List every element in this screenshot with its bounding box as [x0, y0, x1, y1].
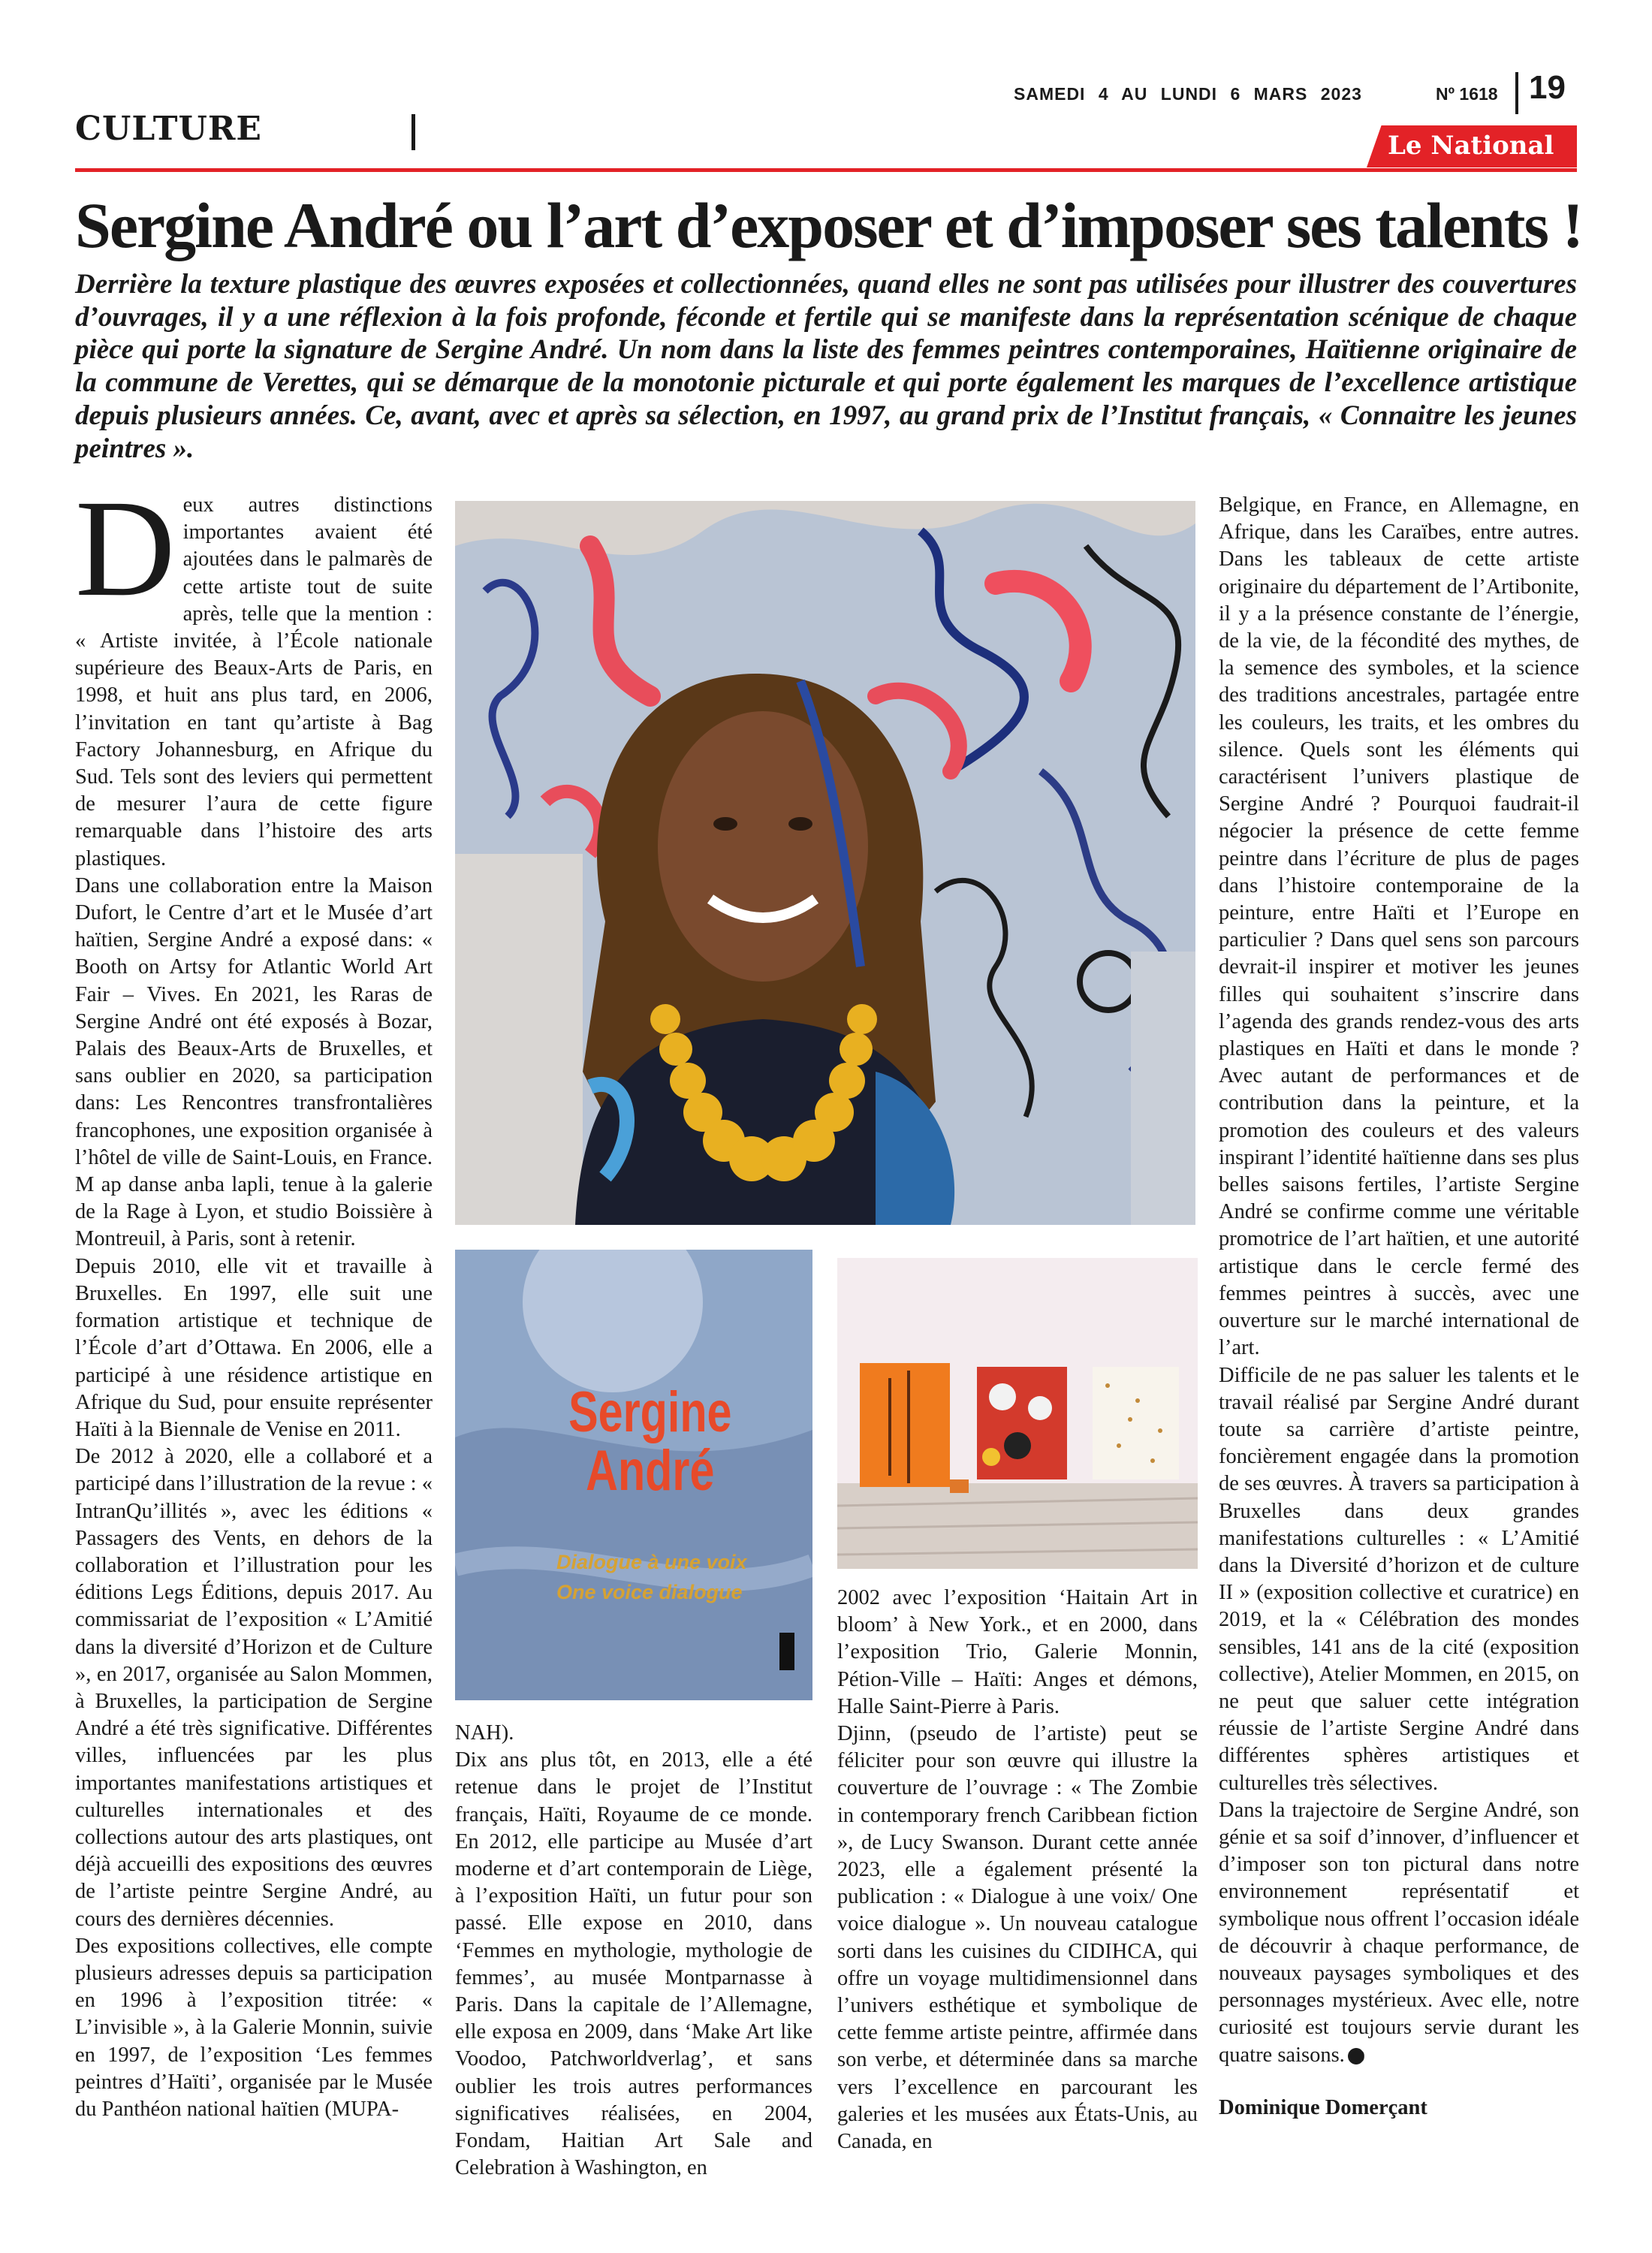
lead-paragraph: Derrière la texture plastique des œuvres exposées et collectionnées, quand elles ne sont pas utilisées pour illustrer des couvertures d’ouvrages, il y a une réflexion à la fois profonde, féconde et fertile qui se manifeste dans la représentation scénique de chaque pièce qui porte la signature de Sergine André. Un nom dans la liste des femmes peintres contemporaines, Haïtienne originaire de la commune de Verettes, qui se démarque de la monotonie picturale et qui porte également les marques de l’excellence artistique depuis plusieurs années. Ce, avant, avec et après sa sélection, en 1997, au grand prix de l’Institut français, « Connaitre les jeunes peintres ». [75, 269, 1577, 464]
artist-portrait-photo [455, 501, 1195, 1225]
dateline: SAMEDI 4 AU LUNDI 6 MARS 2023 [1014, 84, 1362, 104]
book-subtitle-line: One voice dialogue [556, 1581, 743, 1603]
article-column-3 [837, 1585, 1198, 2155]
publisher-logo-icon [779, 1633, 794, 1670]
paragraph-text: eux autres distinctions importantes avaient été ajoutées dans le palmarès de cette artiste tout de suite après, telle que la mention : « Artiste invitée, à l’École nationale supérieure des Beaux-Arts de Paris, en 1998, et huit ans plus tard, en 2006, l’invitation en tant qu’artiste à Bag Factory Johannesburg, en Afrique du Sud. Tels sont des leviers qui permettent de mesurer l’aura de cette figure remarquable dans l’histoire des arts plastiques. [75, 493, 433, 870]
book-title-line: Sergine [568, 1380, 732, 1444]
paragraph [1219, 1797, 1579, 2069]
book-subtitle-line: Dialogue à une voix [556, 1551, 747, 1573]
gallery-exhibition-photo [837, 1258, 1198, 1569]
paragraph: Des expositions collectives, elle compte plusieurs adresses depuis sa participation en 1996 à l’exposition titrée: « L’invisible », à la Galerie Monnin, suivie en 1997, de l’exposition ‘Les femmes peintres d’Haïti’, organisée par le Musée du Panthéon national haïtien (MUPA- [75, 1934, 433, 2121]
paragraph-text: Dans la trajectoire de Sergine André, son génie et sa soif d’innover, d’influencer et d’imposer son ton pictural dans notre environnement représentatif et symbolique nous offrent l’occasion idéale de découvrir à chaque performance, de nouveaux paysages symboliques et des personnages mystérieux. Avec elle, notre curiosité est toujours servie durant les quatre saisons. [1219, 1798, 1579, 2067]
book-cover-photo [455, 1250, 812, 1700]
paragraph: De 2012 à 2020, elle a collaboré et a participé dans l’illustration de la revue : « IntranQu’illités », avec les éditions « Passagers des Vents, en dehors de la collaboration et l’illustration pour les éditions Legs Éditions, depuis 2017. Au commissariat de l’exposition « L’Amitié dans la diversité d’Horizon et de Culture », en 2017, organisée au Salon Mommen, à Bruxelles, la participation de Sergine André a été très significative. Différentes villes, influencées par les plus importantes manifestations artistiques et culturelles internationales et des collections autour des arts plastiques, ont déjà accueilli des expositions des œuvres de l’artiste peintre Sergine André, au cours des dernières décennies. [75, 1445, 433, 1931]
headline: Sergine André ou l’art d’exposer et d’imposer ses talents ! [75, 189, 1583, 261]
paragraph: Depuis 2010, elle vit et travaille à Bruxelles. En 1997, elle suit une formation artistique et technique de l’École d’art d’Ottawa. En 2006, elle a participé à une résidence artistique en Afrique du Sud, pour ensuite représenter Haïti à la Biennale de Venise en 2011. [75, 1254, 433, 1441]
paragraph: Dans une collaboration entre la Maison Dufort, le Centre d’art et le Musée d’art haïtien, Sergine André a exposé dans: « Booth on Artsy for Atlantic World Art Fair – Vives. En 2021, les Raras de Sergine André ont été exposés à Bozar, Palais des Beaux-Arts de Bruxelles, et sans oublier en 2020, sa participation dans: Les Rencontres transfrontalières francophones, une exposition organisée à l’hôtel de ville de Saint-Louis, en France. M ap danse anba lapli, tenue à la galerie de la Rage à Lyon, et studio Boissière à Montreuil, à Paris, sont à retenir. [75, 873, 433, 1251]
section-label: CULTURE [75, 110, 262, 148]
paragraph: Belgique, en France, en Allemagne, en Afrique, dans les Caraïbes, entre autres. Dans les tableaux de cette artiste originaire du département de l’Artibonite, il y a la présence constante de l’énergie, de la vie, de la fécondité des mythes, de la semence des symboles, et la science des traditions ancestrales, partagée entre les couleurs, les traits, et les ombres du silence. Quels sont les éléments qui caractérisent l’univers plastique de Sergine André ? Pourquoi faudrait-il négocier la présence de cette femme peintre dans l’écriture de plus de pages dans l’histoire contemporaine de la peinture, entre Haïti et l’Europe en particulier ? Dans quel sens son parcours devrait-il inspirer et motiver les jeunes filles qui souhaitent s’inscrire dans l’agenda des grands rendez-vous des arts plastiques en Haïti et dans le monde ? Avec autant de performances et de contribution dans la peinture, et la promotion des couleurs et des valeurs inspirant l’identité haïtienne dans ses plus belles saisons fertiles, l’artiste Sergine André se confirme comme une véritable promotrice de l’art haïtien, et une autorité artistique dans le cercle fermé des femmes peintres à succès, avec une ouverture sur le marché international de l’art. [1219, 493, 1579, 1360]
issue-number: Nº 1618 [1436, 84, 1498, 104]
section-divider [411, 114, 415, 150]
article-column-4 [1219, 492, 1579, 2122]
article-column-2 [455, 1720, 812, 2182]
paragraph: Djinn, (pseudo de l’artiste) peut se féliciter pour son œuvre qui illustre la couverture de l’ouvrage : « The Zombie in contemporary french Caribbean fiction », de Lucy Swanson. Durant cette année 2023, elle a également présenté la publication : « Dialogue à une voix/ One voice dialogue ». Un nouveau catalogue sorti dans les cuisines du CIDIHCA, qui offre un voyage multidimensionnel dans l’univers esthétique et symbolique de cette femme artiste peintre, affirmée dans son verbe, et déterminée dans sa marche vers l’excellence en parcourant les galeries et les musées aux États-Unis, au Canada, en [837, 1722, 1198, 2154]
page-number-divider [1515, 72, 1518, 114]
header-rule [75, 168, 1577, 172]
end-mark-icon [1348, 2048, 1364, 2064]
paragraph: 2002 avec l’exposition ‘Haitain Art in bloom’ à New York., et en 2000, dans l’exposition Trio, Galerie Monnin, Pétion-Ville – Haïti: Anges et démons, Halle Saint-Pierre à Paris. [837, 1586, 1198, 1718]
article-column-1 [75, 472, 433, 2234]
brand-name: Le National [1388, 131, 1554, 161]
paragraph: Difficile de ne pas saluer les talents et le travail réalisé par Sergine André durant toute sa carrière d’artiste peintre, foncièrement engagée dans la promotion de ses œuvres. À travers sa participation à Bruxelles dans deux grandes manifestations culturelles : « L’Amitié dans la Diversité d’horizon et de culture II » (exposition collective et curatrice) en 2019, et la « Célébration des mondes sensibles, 141 ans de la cité (exposition collective), Atelier Mommen, en 2015, on ne peut que saluer cette intégration réussie de l’artiste Sergine André dans différentes sphères artistiques et culturelles très sélectives. [1219, 1363, 1579, 1795]
author-signature: Dominique Domerçant [1219, 2095, 1427, 2119]
book-subtitle [556, 1547, 747, 1607]
book-title [556, 1380, 744, 1503]
paragraph: NAH). [455, 1721, 514, 1745]
paragraph [75, 472, 433, 873]
page-number: 19 [1529, 69, 1566, 106]
paragraph: Dix ans plus tôt, en 2013, elle a été retenue dans le projet de l’Institut français, Haïti, Royaume de ce monde. En 2012, elle participe au Musée d’art moderne et d’art contemporain de Liège, à l’exposition Haïti, un futur pour son passé. Elle expose en 2010, dans ‘Femmes en mythologie, mythologie de femmes’, au musée Montparnasse à Paris. Dans la capitale de l’Allemagne, elle exposa en 2009, dans ‘Make Art like Voodoo, Patchworldverlag’, et sans oublier les trois autres performances significatives réalisées, en 2004, Fondam, Haitian Art Sale and Celebration à Washington, en [455, 1748, 812, 2180]
drop-cap: D [75, 472, 176, 626]
book-title-line: André [586, 1439, 715, 1503]
